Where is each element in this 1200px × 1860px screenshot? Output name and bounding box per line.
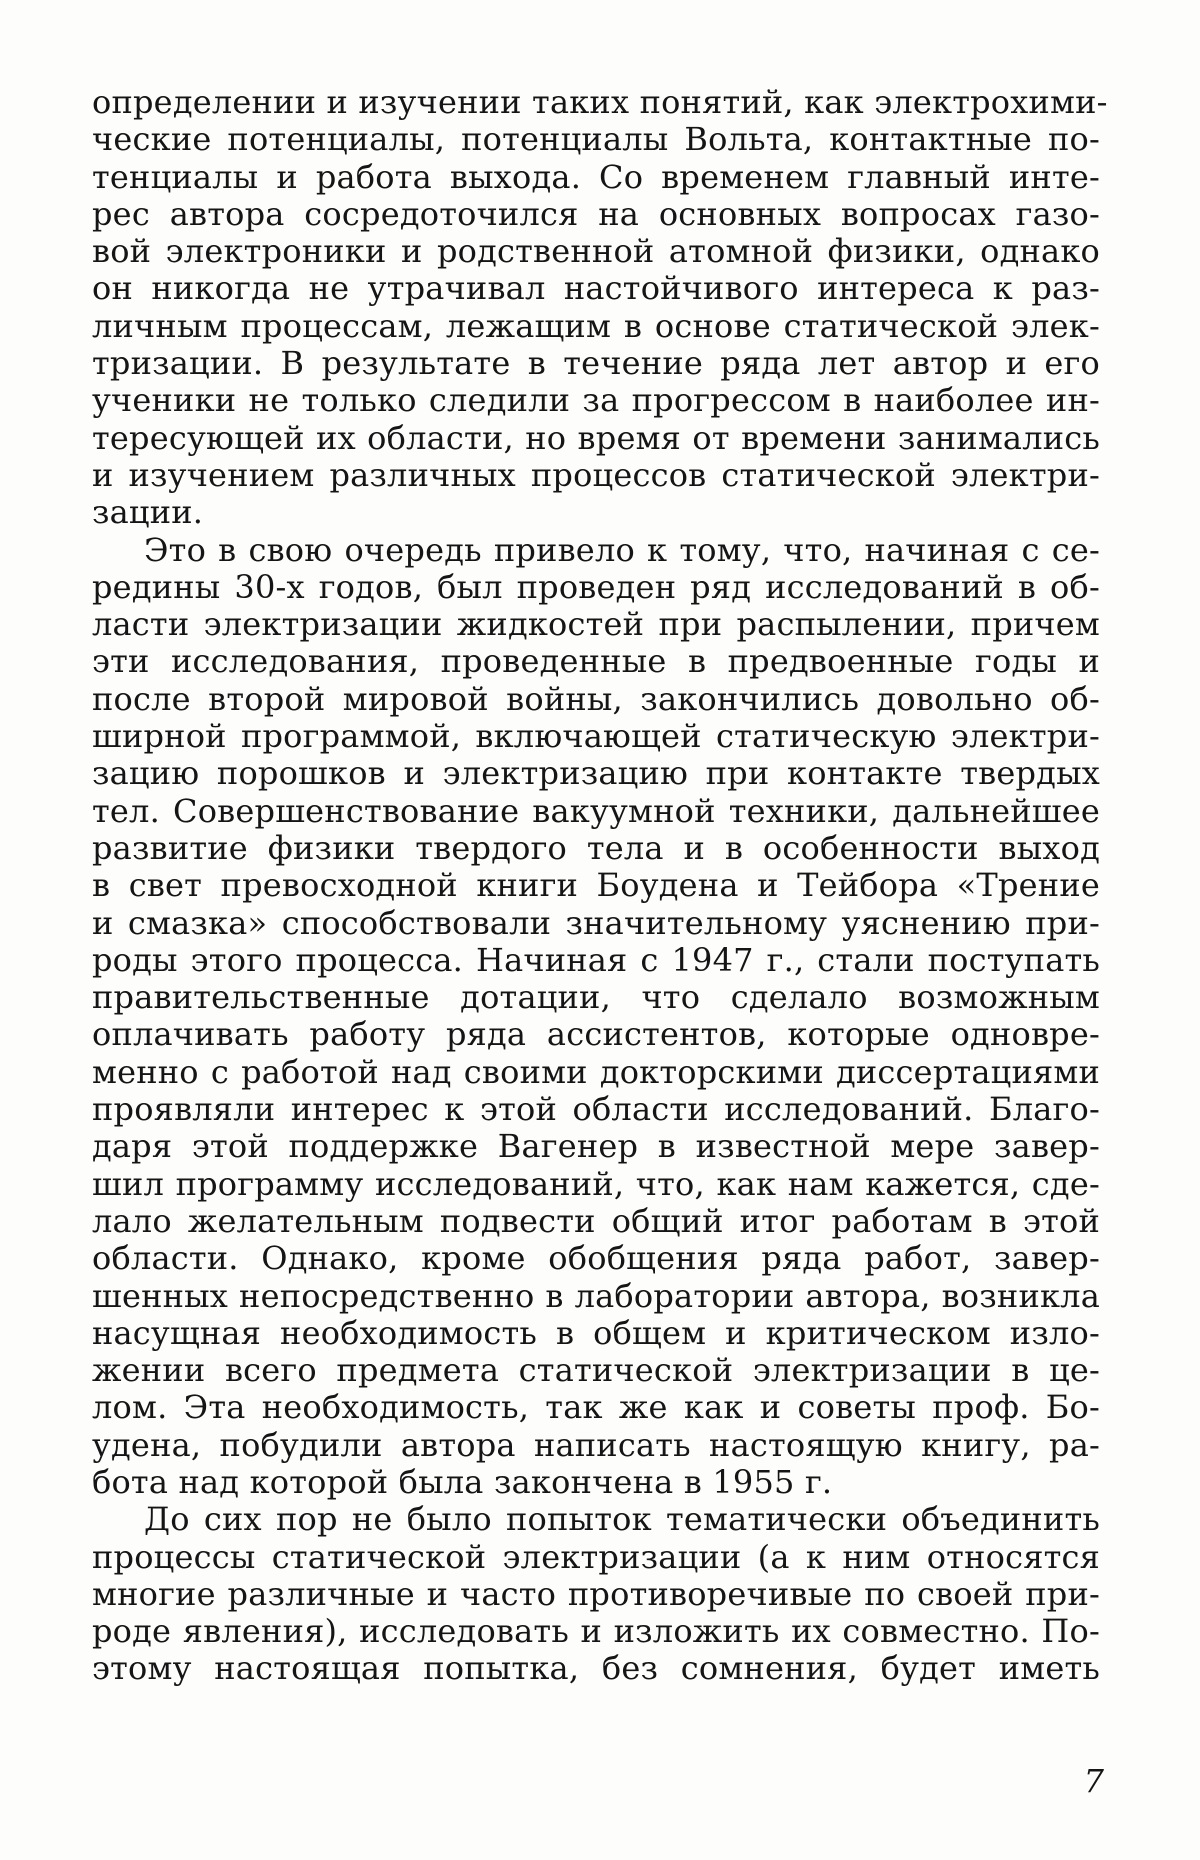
text-line: жении всего предмета статической электризации в це- (92, 1351, 1100, 1390)
text-line: шенных непосредственно в лаборатории автора, возникла (92, 1276, 1100, 1315)
text-line: рес автора сосредоточился на основных вопросах газо- (92, 194, 1100, 233)
text-line: тересующей их области, но время от времени занимались (92, 418, 1100, 457)
text-line: развитие физики твердого тела и в особенности выход (92, 828, 1100, 867)
text-line: удена, побудили автора написать настоящую книгу, ра- (92, 1425, 1100, 1464)
text-line: правительственные дотации, что сделало возможным (92, 978, 1100, 1017)
text-line: даря этой поддержке Вагенер в известной мере завер- (92, 1127, 1100, 1166)
text-line: ученики не только следили за прогрессом в наиболее ин- (92, 381, 1100, 420)
text-line: тел. Совершенствование вакуумной техники, дальнейшее (92, 791, 1100, 830)
text-line: ласти электризации жидкостей при распылении, причем (92, 605, 1100, 644)
text-line: Это в свою очередь привело к тому, что, начиная с се- (144, 530, 1100, 569)
page-number: 7 (1083, 1762, 1104, 1800)
text-line: эти исследования, проведенные в предвоенные годы и (92, 642, 1100, 681)
text-line: он никогда не утрачивал настойчивого интереса к раз- (92, 269, 1100, 308)
text-line: тенциалы и работа выхода. Со временем главный инте- (92, 157, 1100, 196)
text-line: насущная необходимость в общем и критическом изло- (92, 1313, 1100, 1352)
text-line: роды этого процесса. Начиная с 1947 г., стали поступать (92, 940, 1100, 979)
text-line: ческие потенциалы, потенциалы Вольта, контактные по- (92, 120, 1100, 159)
text-line: в свет превосходной книги Боудена и Тейбора «Трение (92, 866, 1100, 905)
text-line: и изучением различных процессов статической электри- (92, 455, 1100, 494)
text-line: после второй мировой войны, закончились довольно об- (92, 679, 1100, 718)
text-line: многие различные и часто противоречивые по своей при- (92, 1574, 1100, 1613)
text-line: процессы статической электризации (а к ним относятся (92, 1537, 1100, 1576)
text-line: тризации. В результате в течение ряда лет автор и его (92, 344, 1100, 383)
text-line: лало желательным подвести общий итог работам в этой (92, 1201, 1100, 1240)
text-line: шил программу исследований, что, как нам кажется, сде- (92, 1164, 1100, 1203)
body-text (92, 83, 1108, 1688)
text-line: ширной программой, включающей статическую электри- (92, 717, 1100, 756)
text-line: редины 30-х годов, был проведен ряд исследований в об- (92, 567, 1100, 606)
text-line: До сих пор не было попыток тематически объединить (144, 1500, 1100, 1539)
text-line: личным процессам, лежащим в основе статической элек- (92, 306, 1100, 345)
text-line: роде явления), исследовать и изложить их совместно. По- (92, 1612, 1100, 1651)
text-line: бота над которой была закончена в 1955 г. (92, 1462, 833, 1501)
text-line: определении и изучении таких понятий, как электрохими- (92, 83, 1108, 121)
text-line: менно с работой над своими докторскими диссертациями (92, 1052, 1100, 1091)
text-line: проявляли интерес к этой области исследований. Благо- (92, 1090, 1100, 1129)
text-line: вой электроники и родственной атомной физики, однако (92, 232, 1100, 271)
text-line: области. Однако, кроме обобщения ряда работ, завер- (92, 1239, 1100, 1278)
text-line: оплачивать работу ряда ассистентов, которые одновре- (92, 1015, 1100, 1054)
text-line: этому настоящая попытка, без сомнения, будет иметь (92, 1649, 1100, 1688)
text-line: зации. (92, 493, 204, 532)
text-line: и смазка» способствовали значительному уяснению при- (92, 903, 1100, 942)
text-line: зацию порошков и электризацию при контакте твердых (92, 754, 1100, 793)
text-line: лом. Эта необходимость, так же как и советы проф. Бо- (92, 1388, 1100, 1427)
